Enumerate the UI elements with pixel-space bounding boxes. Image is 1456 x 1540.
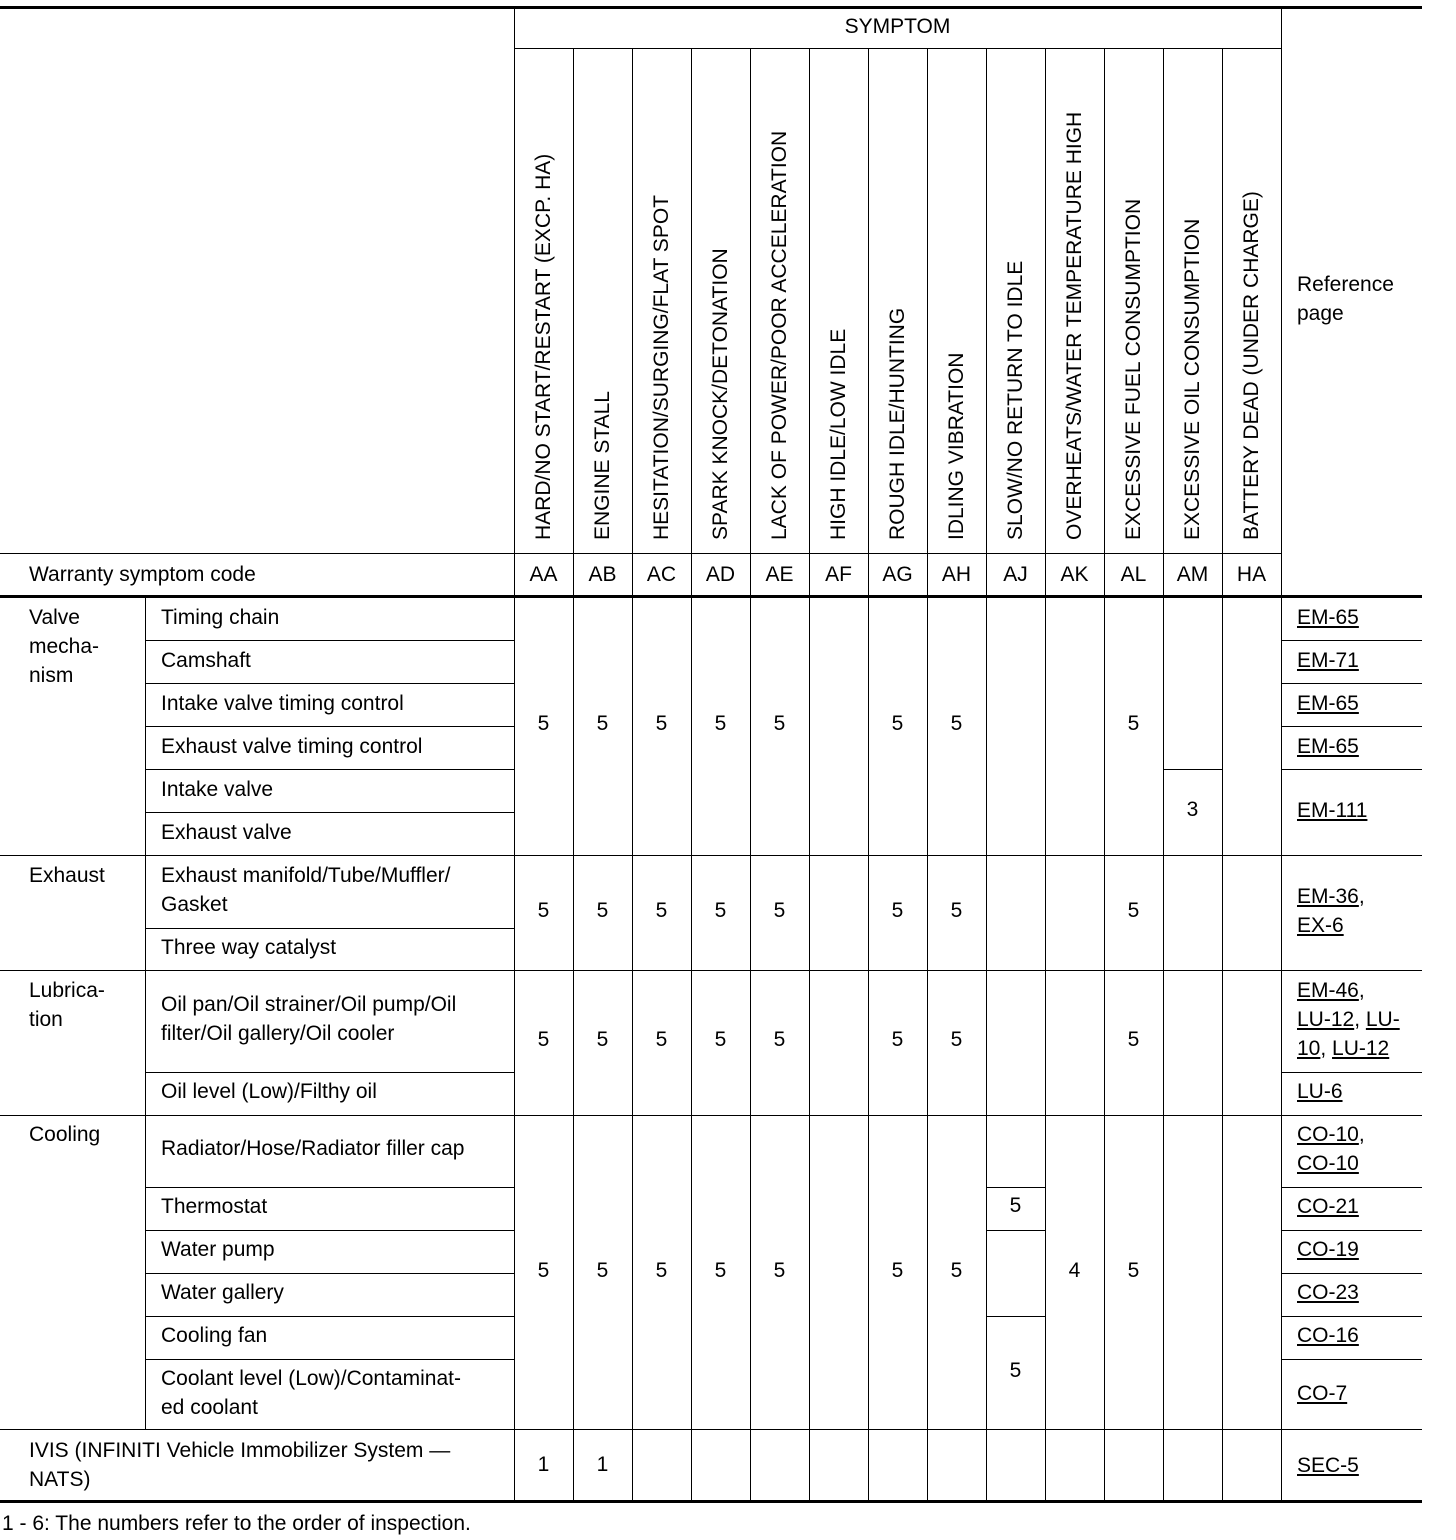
reference-link[interactable]: CO-7 [1297,1382,1348,1405]
value-cell: 5 [773,1259,786,1282]
item-oil-level: Oil level (Low)/Filthy oil [161,1080,377,1103]
item-exhaust-valve: Exhaust valve [161,821,292,844]
reference-link[interactable]: CO-23 [1297,1281,1359,1304]
reference-page-heading: Reference page [1297,273,1394,325]
value-cell: 1 [596,1453,609,1476]
row-rule [1281,1273,1422,1274]
group-rule [0,1115,1422,1116]
symptom-header-al: EXCESSIVE FUEL CONSUMPTION [1122,198,1145,540]
col-rule [1163,48,1164,1502]
reference-link[interactable]: EM-65 [1297,735,1359,758]
symptom-header-aa: HARD/NO START/RESTART (EXCP. HA) [532,153,555,540]
symptom-header-ad: SPARK KNOCK/DETONATION [709,248,732,540]
code-ag: AG [882,563,913,586]
reference-links-exhaust: EM-36, EX-6 [1297,885,1365,937]
value-cell: 5 [773,899,786,922]
item-thermostat: Thermostat [161,1195,268,1218]
col-rule [1281,8,1282,1502]
reference-link[interactable]: 10 [1297,1037,1321,1060]
row-rule [145,683,514,684]
symptom-header-ac: HESITATION/SURGING/FLAT SPOT [650,195,673,540]
value-cell: 5 [537,899,550,922]
row-rule [986,1316,1045,1317]
value-cell: 5 [537,1028,550,1051]
code-am: AM [1176,563,1209,586]
value-cell: 5 [655,712,668,735]
value-cell: 5 [1009,1194,1022,1217]
reference-link[interactable]: CO-16 [1297,1324,1359,1347]
symptom-header-am: EXCESSIVE OIL CONSUMPTION [1181,218,1204,540]
reference-link[interactable]: EM-36 [1297,885,1359,908]
value-cell: 5 [537,712,550,735]
item-cooling-fan: Cooling fan [161,1324,268,1347]
value-cell: 5 [891,1259,904,1282]
group-rule [0,1429,1422,1430]
item-camshaft: Camshaft [161,649,251,672]
code-ac: AC [646,563,677,586]
row-rule [1281,1072,1422,1073]
value-cell: 5 [1127,712,1140,735]
row-rule [145,640,514,641]
row-rule [986,1187,1045,1188]
value-cell: 5 [655,899,668,922]
value-cell: 5 [1127,899,1140,922]
value-cell: 5 [537,1259,550,1282]
code-ae: AE [765,563,794,586]
value-cell: 5 [714,899,727,922]
value-cell: 1 [537,1453,550,1476]
symptom-header-ab: ENGINE STALL [591,391,614,540]
code-ak: AK [1060,563,1089,586]
row-rule [145,1230,514,1231]
value-cell: 4 [1068,1259,1081,1282]
reference-link[interactable]: EX-6 [1297,914,1344,937]
value-cell: 5 [891,899,904,922]
col-rule [691,48,692,1502]
value-cell: 5 [1127,1028,1140,1051]
row-rule [1281,1187,1422,1188]
item-coolant-level: Coolant level (Low)/Contaminat- ed coolant [161,1367,461,1419]
row-rule [145,1316,514,1317]
reference-link[interactable]: EM-46 [1297,979,1359,1002]
value-cell: 5 [596,899,609,922]
item-ivis: IVIS (INFINITI Vehicle Immobilizer System — NATS) [29,1439,451,1491]
col-rule [809,48,810,1502]
code-ad: AD [705,563,736,586]
item-intake-valve: Intake valve [161,778,274,801]
row-rule [1281,683,1422,684]
value-cell: 5 [1009,1359,1022,1382]
code-al: AL [1120,563,1147,586]
col-rule [1045,48,1046,1502]
value-cell: 5 [596,1028,609,1051]
code-ha: HA [1236,563,1267,586]
value-cell: 5 [714,712,727,735]
col-rule [986,48,987,1502]
row-rule [1281,1230,1422,1231]
value-cell: 5 [596,1259,609,1282]
value-cell: 5 [1127,1259,1140,1282]
row-rule [1163,769,1222,770]
value-cell: 5 [891,1028,904,1051]
value-cell: 5 [950,712,963,735]
symptom-header-ha: BATTERY DEAD (UNDER CHARGE) [1240,191,1263,540]
reference-link[interactable]: EM-71 [1297,649,1359,672]
reference-link[interactable]: LU-12 [1297,1008,1355,1031]
group-label-valve-mechanism: Valve mecha- nism [29,606,100,687]
code-ah: AH [941,563,972,586]
row-rule [145,726,514,727]
col-rule [632,48,633,1502]
value-cell: 5 [655,1028,668,1051]
reference-links-lubrication: EM-46, LU-12, LU- 10, LU-12 [1297,979,1400,1060]
item-radiator: Radiator/Hose/Radiator filler cap [161,1137,465,1160]
row-rule [1281,640,1422,641]
reference-link[interactable]: CO-10 [1297,1152,1359,1175]
row-rule [145,812,514,813]
group-label-cooling: Cooling [29,1123,101,1146]
group-label-lubrication: Lubrica- tion [29,979,105,1031]
reference-link[interactable]: CO-21 [1297,1195,1359,1218]
value-cell: 5 [950,1028,963,1051]
group-rule [0,970,1422,971]
reference-link[interactable]: CO-10 [1297,1123,1359,1146]
row-rule [1281,1316,1422,1317]
col-rule [573,48,574,1502]
row-rule [145,1359,514,1360]
group-label-exhaust: Exhaust [29,864,105,887]
value-cell: 5 [773,712,786,735]
table-top-border [0,6,1422,9]
col-rule [868,48,869,1502]
reference-link[interactable]: CO-19 [1297,1238,1359,1261]
item-water-pump: Water pump [161,1238,275,1261]
value-cell: 5 [655,1259,668,1282]
item-three-way-catalyst: Three way catalyst [161,936,337,959]
warranty-symptom-code-label: Warranty symptom code [29,563,256,586]
reference-link[interactable]: LU-6 [1297,1080,1343,1103]
col-rule [1104,48,1105,1502]
row-rule [145,1072,514,1073]
value-cell: 5 [950,1259,963,1282]
row-rule [986,1230,1045,1231]
item-timing-chain: Timing chain [161,606,280,629]
value-cell: 5 [714,1028,727,1051]
row-rule [145,928,514,929]
reference-link[interactable]: SEC-5 [1297,1454,1359,1477]
code-aa: AA [529,563,558,586]
value-cell: 5 [596,712,609,735]
symptom-header-aj: SLOW/NO RETURN TO IDLE [1004,260,1027,540]
reference-link[interactable]: LU-12 [1332,1037,1390,1060]
value-cell: 5 [950,899,963,922]
symptom-header-ag: ROUGH IDLE/HUNTING [886,307,909,540]
code-row-top-rule [0,553,1281,554]
item-exhaust-valve-timing-control: Exhaust valve timing control [161,735,423,758]
item-water-gallery: Water gallery [161,1281,284,1304]
code-af: AF [825,563,852,586]
symptom-header-af: HIGH IDLE/LOW IDLE [827,328,850,540]
group-rule [0,855,1422,856]
item-intake-valve-timing-control: Intake valve timing control [161,692,404,715]
col-rule [750,48,751,1502]
reference-link[interactable]: EM-65 [1297,692,1359,715]
row-rule [145,1187,514,1188]
code-ab: AB [588,563,617,586]
value-cell: 3 [1186,798,1199,821]
reference-links-radiator: CO-10, CO-10 [1297,1123,1365,1175]
code-aj: AJ [1003,563,1028,586]
reference-link[interactable]: EM-111 [1297,799,1368,822]
value-cell: 5 [891,712,904,735]
symptom-header-ak: OVERHEATS/WATER TEMPERATURE HIGH [1063,111,1086,540]
symptom-header-ah: IDLING VIBRATION [945,352,968,540]
row-rule [145,769,514,770]
row-rule [1281,726,1422,727]
row-rule [145,1273,514,1274]
value-cell: 5 [714,1259,727,1282]
footnote: 1 - 6: The numbers refer to the order of inspection. [2,1512,471,1535]
table-bottom-border [0,1500,1422,1503]
symptom-group-heading: SYMPTOM [844,15,951,38]
col-rule [1222,48,1223,1502]
reference-link[interactable]: LU- [1365,1008,1400,1031]
item-exhaust-manifold: Exhaust manifold/Tube/Muffler/ Gasket [161,864,451,916]
col-rule [927,48,928,1502]
row-rule [1281,1359,1422,1360]
col-rule [145,597,146,1429]
reference-link[interactable]: EM-65 [1297,606,1359,629]
value-cell: 5 [773,1028,786,1051]
row-rule [1281,769,1422,770]
item-oil-pan: Oil pan/Oil strainer/Oil pump/Oil filter/Oil gallery/Oil cooler [161,993,457,1045]
header-bottom-border [0,595,1422,598]
symptom-header-ae: LACK OF POWER/POOR ACCELERATION [768,130,791,540]
